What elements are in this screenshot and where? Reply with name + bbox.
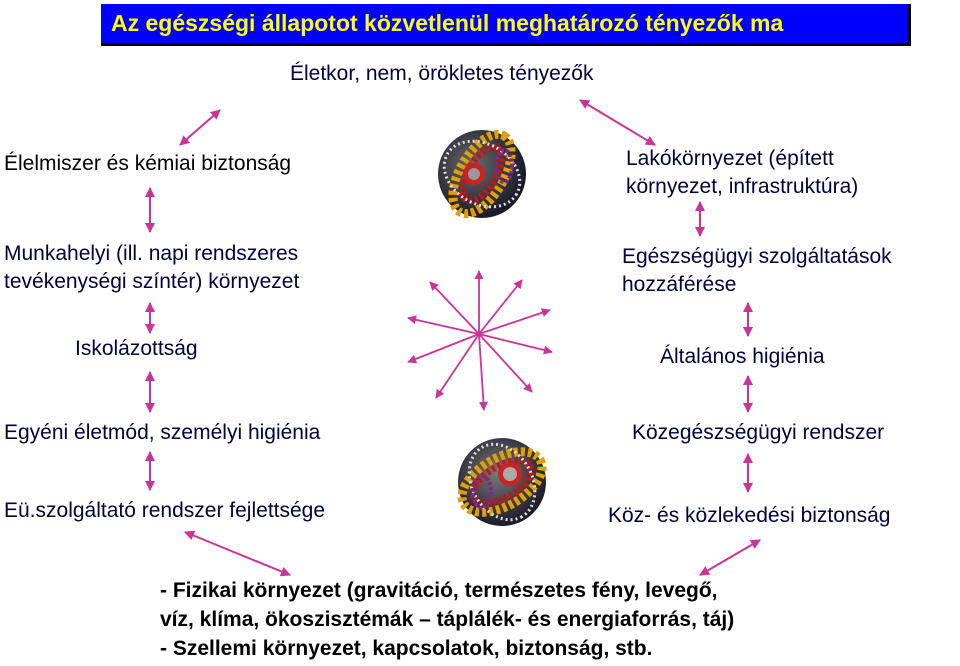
environment-text bbox=[160, 576, 734, 663]
health-service-label: Eü.szolgáltató rendszer fejlettsége bbox=[4, 499, 326, 522]
health-access-label-line-2: hozzáférése bbox=[622, 273, 737, 296]
lifestyle-label: Egyéni életmód, személyi higiénia bbox=[4, 421, 321, 444]
housing-label-line-2: környezet, infrastruktúra) bbox=[626, 175, 859, 198]
arrow-age-to-housing bbox=[580, 100, 655, 145]
workplace-label-line-2: tevékenységi színtér) környezet bbox=[4, 270, 300, 293]
health-access-label bbox=[622, 243, 892, 299]
page-title: Az egészségi állapotot közvetlenül meghatározó tényezők ma bbox=[111, 10, 784, 36]
public-health-label: Közegészségügyi rendszer bbox=[632, 421, 885, 444]
environment-line-2: víz, klíma, ökoszisztémák – táplálék- és energiaforrás, táj) bbox=[160, 608, 735, 631]
nanoparticle-image-top bbox=[434, 126, 530, 222]
arrow-safety-to-env bbox=[700, 540, 760, 575]
age-factor-label: Életkor, nem, örökletes tényezők bbox=[290, 62, 594, 85]
health-access-label-line-1: Egészségügyi szolgáltatások bbox=[622, 245, 892, 268]
housing-label-line-1: Lakókörnyezet (épített bbox=[626, 147, 834, 170]
safety-label: Köz- és közlekedési biztonság bbox=[608, 504, 891, 527]
hygiene-label: Általános higiénia bbox=[660, 345, 825, 368]
environment-line-3: - Szellemi környezet, kapcsolatok, biztonság, stb. bbox=[160, 637, 653, 660]
nanoparticle-image-bottom bbox=[454, 434, 550, 530]
workplace-label-line-1: Munkahelyi (ill. napi rendszeres bbox=[4, 242, 299, 265]
arrow-age-to-food bbox=[180, 110, 220, 145]
environment-line-1: - Fizikai környezet (gravitáció, természetes fény, levegő, bbox=[160, 579, 718, 602]
arrow-service-to-env bbox=[185, 532, 290, 575]
schooling-label: Iskolázottság bbox=[75, 337, 198, 360]
central-starburst bbox=[408, 271, 552, 410]
workplace-label bbox=[4, 240, 299, 296]
housing-label bbox=[626, 145, 858, 201]
food-safety-label: Élelmiszer és kémiai biztonság bbox=[4, 152, 292, 175]
